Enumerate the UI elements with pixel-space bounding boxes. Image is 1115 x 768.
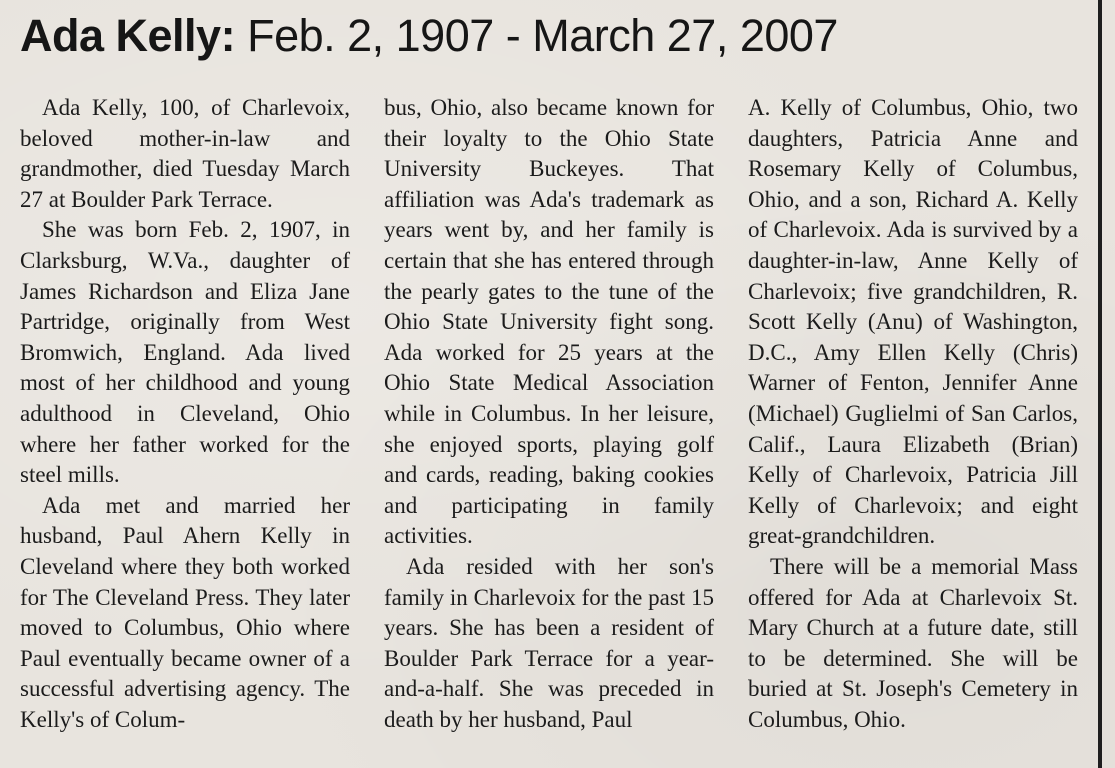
- column-divider-rule: [1098, 0, 1102, 768]
- obituary-headline: [20, 8, 838, 64]
- text-column-3: [748, 93, 1078, 735]
- paragraph: Ada Kelly, 100, of Charlevoix, beloved mother-in-law and grandmother, died Tuesday March 27 at Boulder Park Terrace.: [20, 95, 350, 212]
- headline-dates: Feb. 2, 1907 - March 27, 2007: [247, 10, 838, 61]
- paragraph: Ada resided with her son's family in Charlevoix for the past 15 years. She has been a resident of Boulder Park Terrace for a year-and-a-half. She was preceded in death by her husband, Paul: [384, 553, 714, 732]
- paragraph: She was born Feb. 2, 1907, in Clarksburg, W.Va., daughter of James Richardson and Eliza Jane Partridge, originally from West Bromwich, England. Ada lived most of her childhood and young adulthood in Cleveland, Ohio where her father worked for the steel mills.: [20, 217, 350, 488]
- paragraph: Ada met and married her husband, Paul Ahern Kelly in Cleveland where they both worked for The Cleveland Press. They later moved to Columbus, Ohio where Paul eventually became owner of a successful advertising agency. The Kelly's of Colum-: [20, 492, 350, 732]
- headline-name: Ada Kelly:: [20, 10, 236, 61]
- paragraph: There will be a memorial Mass offered for Ada at Charlevoix St. Mary Church at a future date, still to be determined. She will be buried at St. Joseph's Cemetery in Columbus, Ohio.: [748, 553, 1078, 732]
- text-column-2: [384, 93, 714, 735]
- paragraph-continued: bus, Ohio, also became known for their loyalty to the Ohio State University Buckeyes. That affiliation was Ada's trademark as years went by, and her family is certain that she has entered through the pearly gates to the tune of the Ohio State University fight song. Ada worked for 25 years at the Ohio State Medical Association while in Columbus. In her leisure, she enjoyed sports, playing golf and cards, reading, baking cookies and participating in family activities.: [384, 95, 714, 549]
- text-column-1: [20, 93, 350, 735]
- paragraph-continued: A. Kelly of Columbus, Ohio, two daughters, Patricia Anne and Rosemary Kelly of Columbus, Ohio, and a son, Richard A. Kelly of Charlevoix. Ada is survived by a daughter-in-law, Anne Kelly of Charlevoix; five grandchildren, R. Scott Kelly (Anu) of Washington, D.C., Amy Ellen Kelly (Chris) Warner of Fenton, Jennifer Anne (Michael) Guglielmi of San Carlos, Calif., Laura Elizabeth (Brian) Kelly of Charlevoix, Patricia Jill Kelly of Charlevoix; and eight great-grandchildren.: [748, 95, 1078, 549]
